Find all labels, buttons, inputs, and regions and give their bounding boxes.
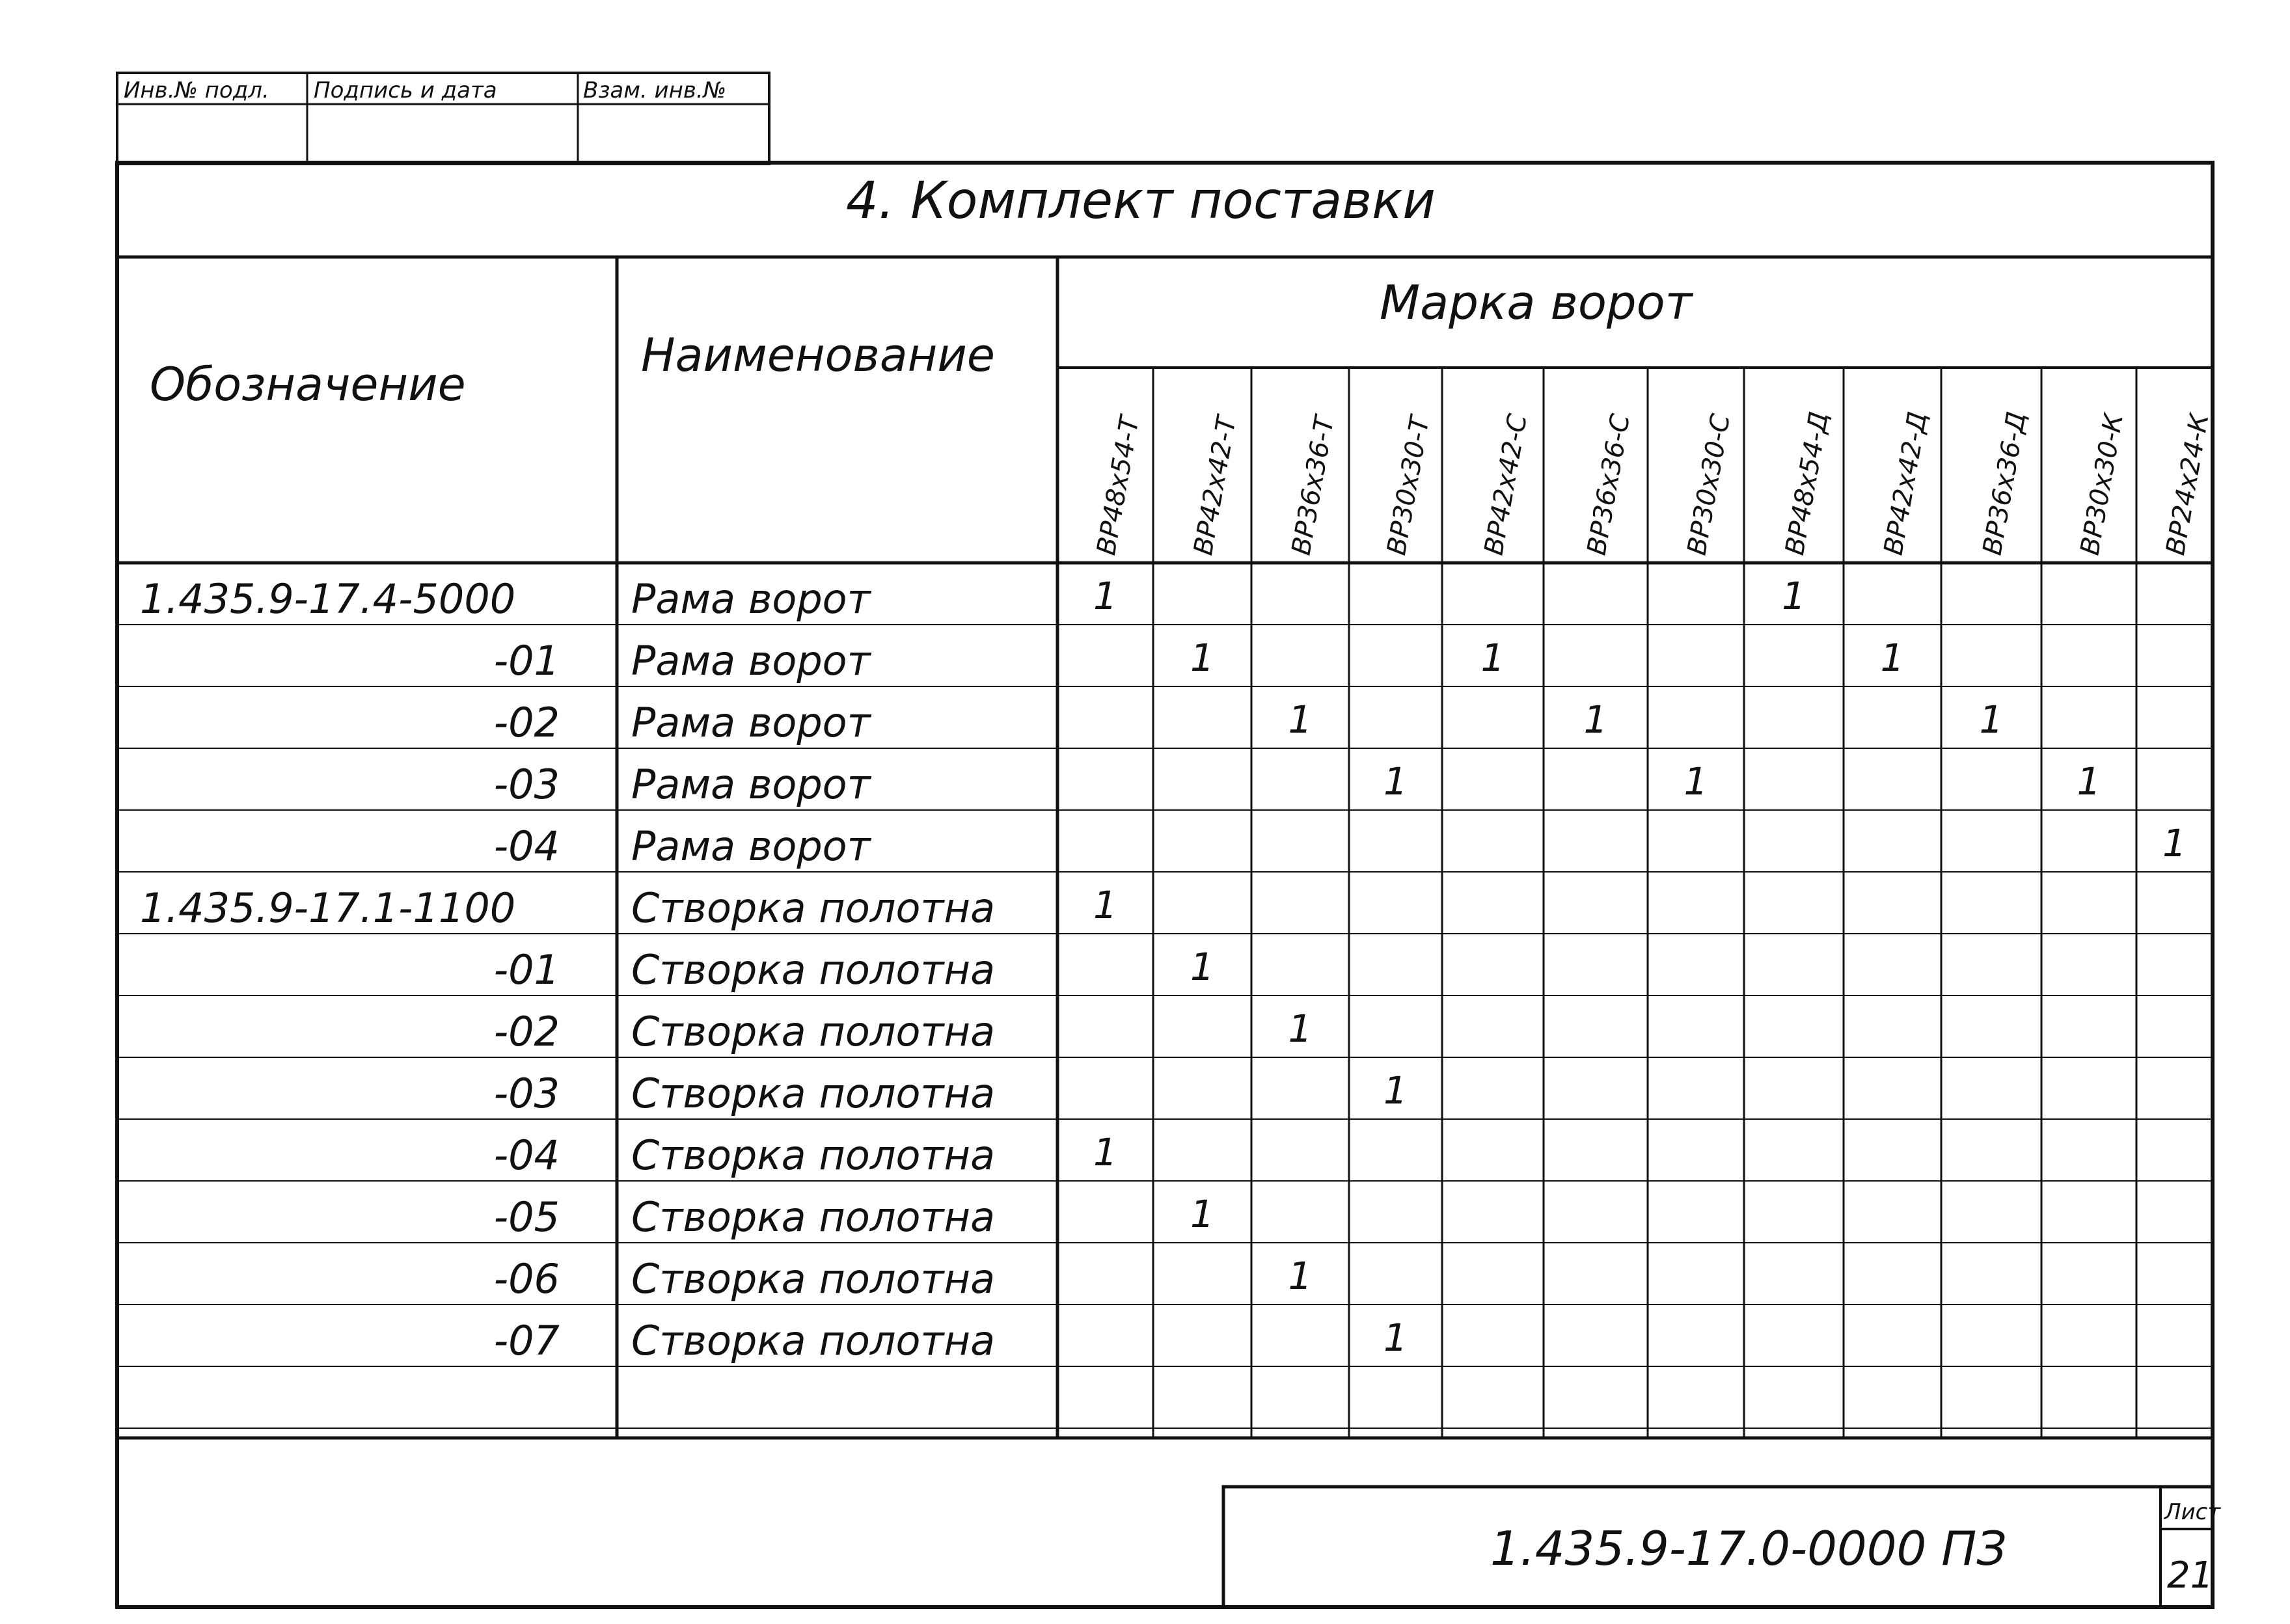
name-cell: Рама ворот xyxy=(631,637,871,684)
quantity-mark: 1 xyxy=(1683,759,1708,804)
spec-table xyxy=(117,257,2215,1438)
row-lines xyxy=(117,625,2213,1428)
gate-mark-header: ВР36х36-Д xyxy=(1977,409,2032,558)
designation-cell: 1.435.9-17.4-5000 xyxy=(140,575,516,623)
quantity-mark: 1 xyxy=(1480,636,1505,680)
table-row xyxy=(140,883,1117,932)
gate-mark-header: ВР24х24-К xyxy=(2161,411,2215,558)
gate-mark-headers xyxy=(1091,409,2215,557)
gate-mark-header: ВР30х30-Т xyxy=(1382,414,1436,558)
approval-stamp xyxy=(117,73,769,164)
quantity-mark: 1 xyxy=(2077,759,2101,804)
gate-mark-header: ВР42х42-Т xyxy=(1188,414,1242,558)
table-row xyxy=(494,759,2101,808)
quantity-mark: 1 xyxy=(1782,574,1806,618)
stamp-header-inv-no: Инв.№ подл. xyxy=(124,77,269,103)
quantity-mark: 1 xyxy=(1979,697,2004,742)
quantity-mark: 1 xyxy=(1093,1130,1117,1174)
quantity-mark: 1 xyxy=(1384,759,1408,804)
title-block xyxy=(1223,1487,2221,1607)
stamp-header-signature-date: Подпись и дата xyxy=(314,77,497,103)
table-row xyxy=(494,1068,1408,1117)
table-row xyxy=(140,574,1806,623)
table-row xyxy=(494,636,1905,684)
designation-cell: -06 xyxy=(493,1255,560,1303)
header-designation: Обозначение xyxy=(150,358,466,411)
designation-cell: -02 xyxy=(493,699,560,746)
name-cell: Створка полотна xyxy=(631,1317,996,1364)
table-rows xyxy=(140,574,2187,1364)
gate-mark-header: ВР30х30-С xyxy=(1682,411,1736,558)
gate-mark-header: ВР36х36-С xyxy=(1581,411,1636,558)
table-row xyxy=(494,1192,1214,1241)
name-cell: Створка полотна xyxy=(631,1193,996,1241)
designation-cell: -02 xyxy=(493,1008,560,1055)
table-row xyxy=(494,1316,1408,1364)
quantity-mark: 1 xyxy=(1093,574,1117,618)
designation-cell: -01 xyxy=(493,637,560,684)
table-row xyxy=(494,697,2004,746)
quantity-mark: 1 xyxy=(1093,883,1117,927)
quantity-mark: 1 xyxy=(1288,1007,1313,1051)
quantity-mark: 1 xyxy=(1583,697,1608,742)
quantity-mark: 1 xyxy=(1384,1068,1408,1113)
quantity-mark: 1 xyxy=(2162,821,2187,865)
table-row xyxy=(494,945,1214,994)
quantity-mark: 1 xyxy=(1190,1192,1214,1236)
quantity-mark: 1 xyxy=(1190,636,1214,680)
quantity-mark: 1 xyxy=(1288,697,1313,742)
quantity-mark: 1 xyxy=(1384,1316,1408,1360)
designation-cell: 1.435.9-17.1-1100 xyxy=(140,884,516,932)
sheet-label: Лист xyxy=(2164,1499,2221,1525)
name-cell: Рама ворот xyxy=(631,761,871,808)
name-cell: Створка полотна xyxy=(631,1255,996,1303)
quantity-mark: 1 xyxy=(1880,636,1905,680)
table-row xyxy=(494,821,2187,870)
name-cell: Створка полотна xyxy=(631,1070,996,1117)
designation-cell: -03 xyxy=(493,1070,560,1117)
gate-mark-header: ВР42х42-С xyxy=(1479,411,1533,558)
gate-mark-header: ВР36х36-Т xyxy=(1286,414,1341,558)
name-cell: Рама ворот xyxy=(631,822,871,870)
sheet-number: 21 xyxy=(2167,1554,2214,1597)
designation-cell: -04 xyxy=(493,822,560,870)
gate-mark-header: ВР42х42-Д xyxy=(1878,409,1933,558)
header-gate-mark: Марка ворот xyxy=(1380,275,1693,330)
designation-cell: -01 xyxy=(493,946,560,994)
document-code: 1.435.9-17.0-0000 ПЗ xyxy=(1490,1521,2007,1576)
name-cell: Створка полотна xyxy=(631,1131,996,1179)
page-title: 4. Комплект поставки xyxy=(846,172,1436,230)
gate-mark-header: ВР30х30-К xyxy=(2075,411,2130,558)
stamp-header-replacement-inv: Взам. инв.№ xyxy=(583,77,727,103)
designation-cell: -04 xyxy=(493,1131,560,1179)
table-row xyxy=(494,1130,1117,1179)
designation-cell: -03 xyxy=(493,761,560,808)
name-cell: Створка полотна xyxy=(631,884,996,932)
name-cell: Рама ворот xyxy=(631,575,871,623)
name-cell: Створка полотна xyxy=(631,1008,996,1055)
header-name: Наименование xyxy=(641,329,995,382)
quantity-mark: 1 xyxy=(1190,945,1214,989)
gate-mark-header: ВР48х54-Т xyxy=(1091,414,1145,558)
gate-mark-header: ВР48х54-Д xyxy=(1780,409,1835,558)
designation-cell: -05 xyxy=(493,1193,560,1241)
quantity-mark: 1 xyxy=(1288,1254,1313,1298)
name-cell: Рама ворот xyxy=(631,699,871,746)
designation-cell: -07 xyxy=(493,1317,560,1364)
name-cell: Створка полотна xyxy=(631,946,996,994)
